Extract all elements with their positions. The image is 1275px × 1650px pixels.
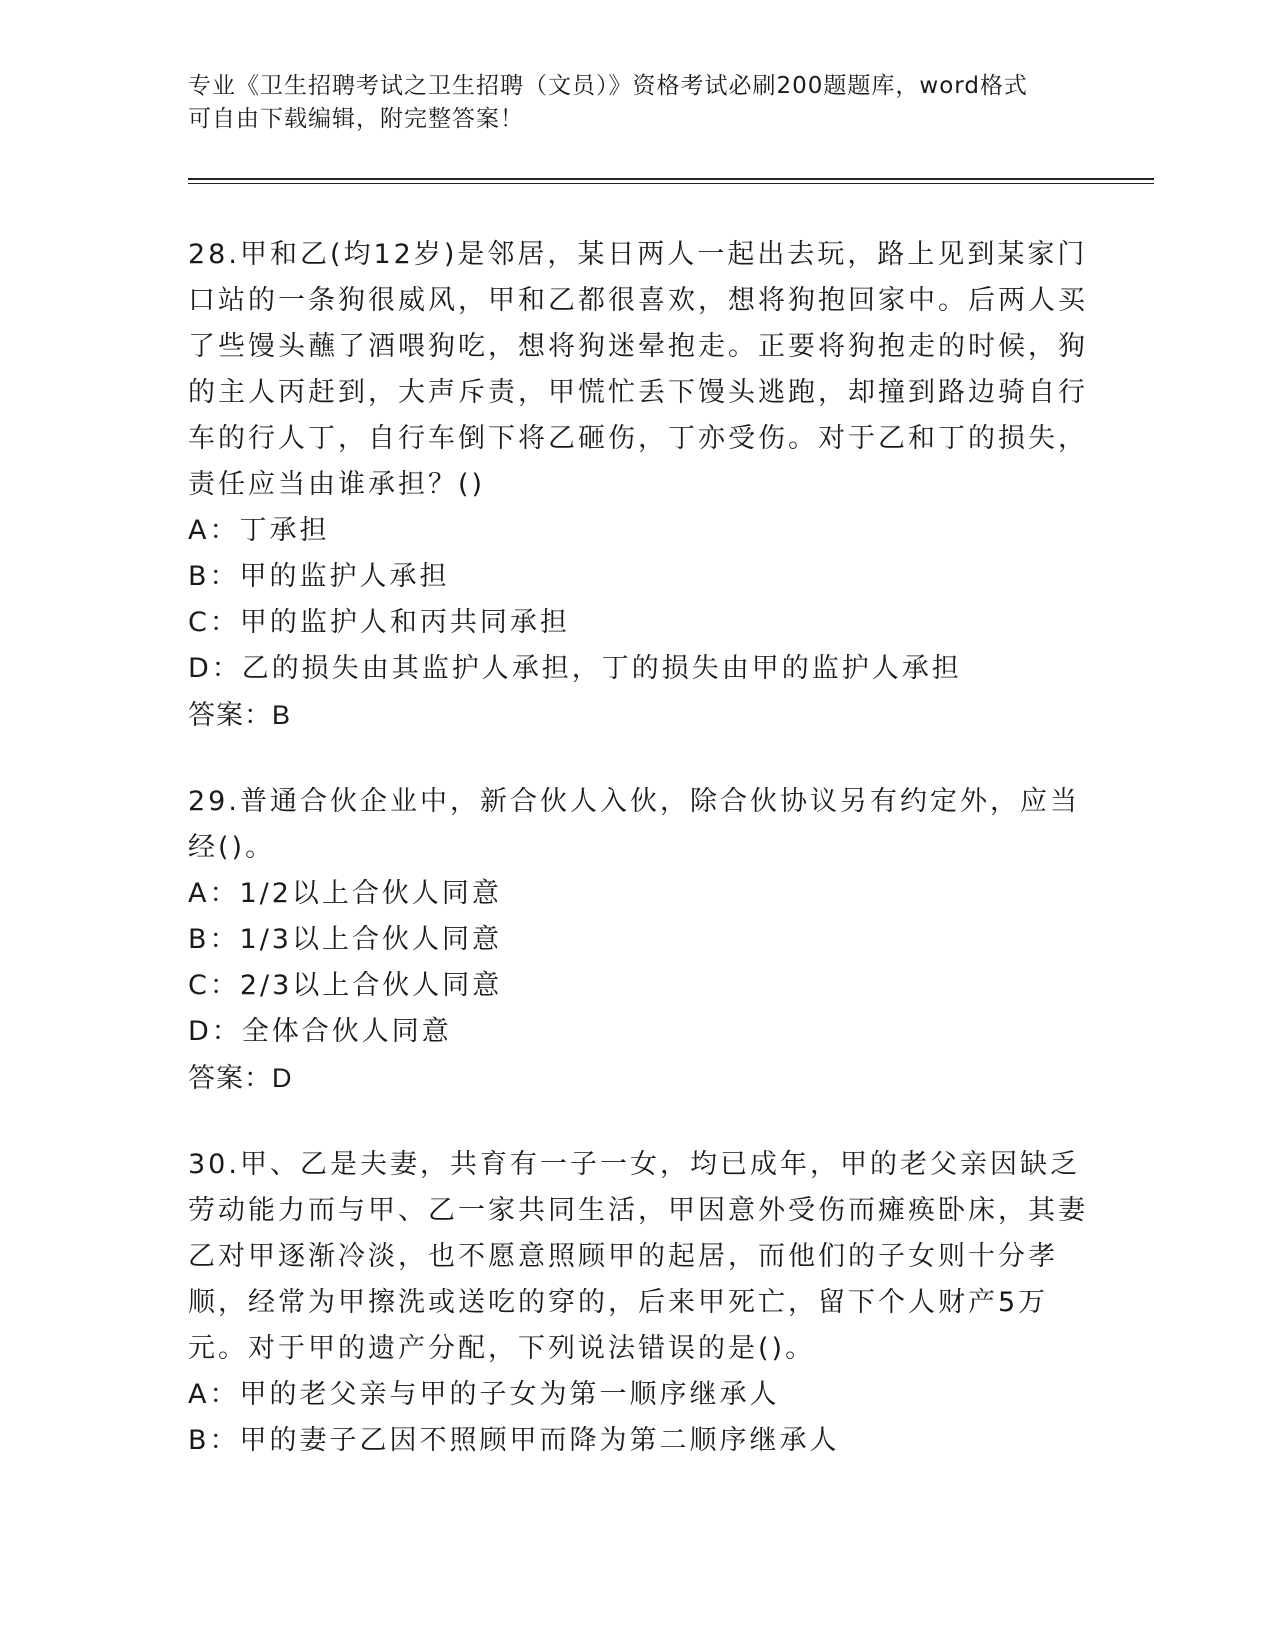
question-30 <box>188 1142 1088 1464</box>
document-header <box>188 70 1088 136</box>
question-stem: 29.普通合伙企业中，新合伙人入伙，除合伙协议另有约定外，应当经()。 <box>188 786 1080 863</box>
answer-line: 答案：D <box>188 1063 293 1093</box>
option-d: D：全体合伙人同意 <box>188 1016 452 1047</box>
question-stem: 30.甲、乙是夫妻，共育有一子一女，均已成年，甲的老父亲因缺乏劳动能力而与甲、乙一家共同生活，甲因意外受伤而瘫痪卧床，其妻乙对甲逐渐冷淡，也不愿意照顾甲的起居，而他们的子女则十分孝顺，经常为甲擦洗或送吃的穿的，后来甲死亡，留下个人财产5万元。对于甲的遗产分配，下列说法错误的是()。 <box>188 1149 1088 1364</box>
option-d: D：乙的损失由其监护人承担，丁的损失由甲的监护人承担 <box>188 653 962 684</box>
option-b: B：1/3以上合伙人同意 <box>188 924 502 955</box>
option-c: C：甲的监护人和丙共同承担 <box>188 607 570 638</box>
question-29 <box>188 779 1088 1101</box>
option-c: C：2/3以上合伙人同意 <box>188 970 503 1001</box>
question-stem: 28.甲和乙(均12岁)是邻居，某日两人一起出去玩，路上见到某家门口站的一条狗很威风，甲和乙都很喜欢，想将狗抱回家中。后两人买了些馒头蘸了酒喂狗吃，想将狗迷晕抱走。正要将狗抱走的时候，狗的主人丙赶到，大声斥责，甲慌忙丢下馒头逃跑，却撞到路边骑自行车的行人丁，自行车倒下将乙砸伤，丁亦受伤。对于乙和丁的损失，责任应当由谁承担？() <box>188 239 1088 500</box>
option-a: A：丁承担 <box>188 515 330 546</box>
header-divider-thick <box>188 178 1154 180</box>
question-list <box>188 232 1088 1505</box>
header-line-2: 可自由下载编辑，附完整答案！ <box>188 106 524 132</box>
option-a: A：甲的老父亲与甲的子女为第一顺序继承人 <box>188 1379 780 1410</box>
header-divider-thin <box>188 183 1154 184</box>
header-line-1: 专业《卫生招聘考试之卫生招聘（文员）》资格考试必刷200题题库，word格式 <box>188 73 1028 99</box>
option-b: B：甲的监护人承担 <box>188 561 450 592</box>
option-b: B：甲的妻子乙因不照顾甲而降为第二顺序继承人 <box>188 1425 840 1456</box>
option-a: A：1/2以上合伙人同意 <box>188 878 502 909</box>
answer-line: 答案：B <box>188 700 292 730</box>
question-28 <box>188 232 1088 738</box>
